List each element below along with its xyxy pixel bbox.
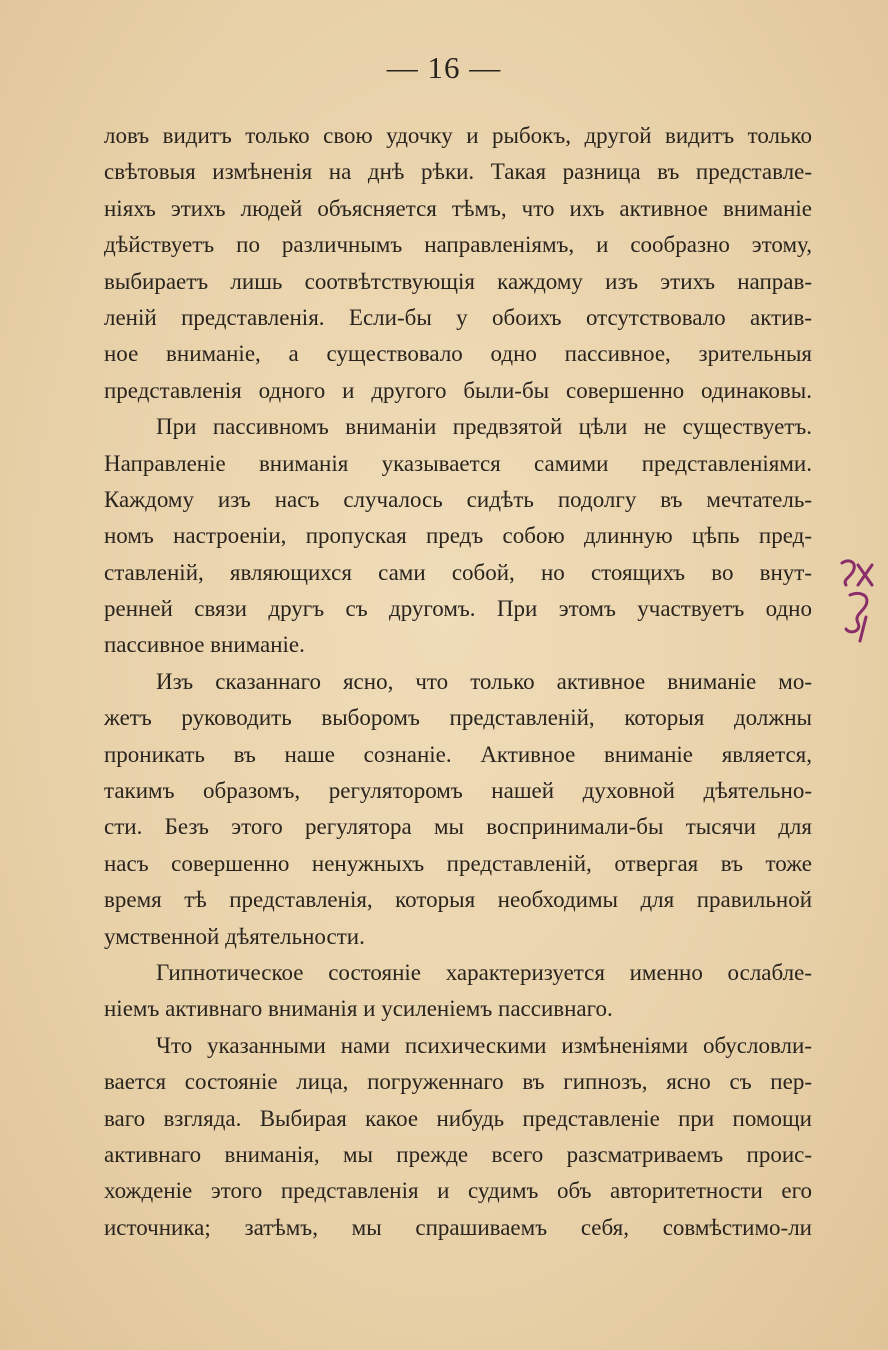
text-line: Направленіе вниманія указывается самими представленіями. bbox=[104, 450, 812, 476]
text-line: жетъ руководить выборомъ представленій, которыя должны bbox=[104, 705, 812, 731]
text-line: активнаго вниманія, мы прежде всего разсматриваемъ проис- bbox=[104, 1141, 812, 1167]
text-line: время тѣ представленія, которыя необходимы для правильной bbox=[104, 887, 812, 913]
text-line: номъ настроеніи, пропуская предъ собою длинную цѣпь пред- bbox=[104, 523, 812, 549]
text-line: При пассивномъ вниманіи предвзятой цѣли не существуетъ. bbox=[156, 414, 812, 440]
text-line: источника; затѣмъ, мы спрашиваемъ себя, совмѣстимо-ли bbox=[104, 1214, 812, 1240]
text-line: хожденіе этого представленія и судимъ объ авторитетности его bbox=[104, 1178, 812, 1204]
text-line: проникать въ наше сознаніе. Активное вниманіе является, bbox=[104, 741, 812, 767]
body-text bbox=[104, 118, 812, 1246]
text-line: умственной дѣятельности. bbox=[104, 923, 365, 949]
page-number: — 16 — bbox=[386, 50, 502, 85]
text-line: Каждому изъ насъ случалось сидѣть подолгу въ мечтатель- bbox=[104, 486, 812, 512]
text-line: ренней связи другъ съ другомъ. При этомъ участвуетъ одно bbox=[104, 596, 812, 622]
text-line: Изъ сказаннаго ясно, что только активное вниманіе мо- bbox=[156, 668, 812, 694]
handwritten-margin-mark bbox=[836, 555, 880, 645]
text-line: ніяхъ этихъ людей объясняется тѣмъ, что ихъ активное вниманіе bbox=[104, 195, 812, 221]
text-line: выбираетъ лишь соотвѣтствующія каждому изъ этихъ направ- bbox=[104, 268, 812, 294]
text-line: Что указанными нами психическими измѣненіями обусловли- bbox=[156, 1032, 812, 1058]
text-line: вается состояніе лица, погруженнаго въ гипнозъ, ясно съ пер- bbox=[104, 1069, 812, 1095]
text-line: представленія одного и другого были-бы совершенно одинаковы. bbox=[104, 377, 812, 403]
text-line: сти. Безъ этого регулятора мы воспринимали-бы тысячи для bbox=[104, 814, 812, 840]
text-line: леній представленія. Если-бы у обоихъ отсутствовало актив- bbox=[104, 304, 812, 330]
text-line: пассивное вниманіе. bbox=[104, 632, 305, 658]
text-line: такимъ образомъ, регуляторомъ нашей духовной дѣятельно- bbox=[104, 778, 812, 804]
text-line: ное вниманіе, а существовало одно пассивное, зрительныя bbox=[104, 341, 812, 367]
text-line: ставленій, являющихся сами собой, но стоящихъ во внут- bbox=[104, 559, 812, 585]
text-line: свѣтовыя измѣненія на днѣ рѣки. Такая разница въ представле- bbox=[104, 159, 812, 185]
text-line: Гипнотическое состояніе характеризуется именно ослабле- bbox=[156, 959, 812, 985]
text-line: ніемъ активнаго вниманія и усиленіемъ пассивнаго. bbox=[104, 996, 613, 1022]
text-line: насъ совершенно ненужныхъ представленій, отвергая въ тоже bbox=[104, 850, 812, 876]
text-line: ваго взгляда. Выбирая какое нибудь представленіе при помощи bbox=[104, 1105, 812, 1131]
text-line: дѣйствуетъ по различнымъ направленіямъ, и сообразно этому, bbox=[104, 232, 812, 258]
text-line: ловъ видитъ только свою удочку и рыбокъ, другой видитъ только bbox=[104, 123, 812, 148]
